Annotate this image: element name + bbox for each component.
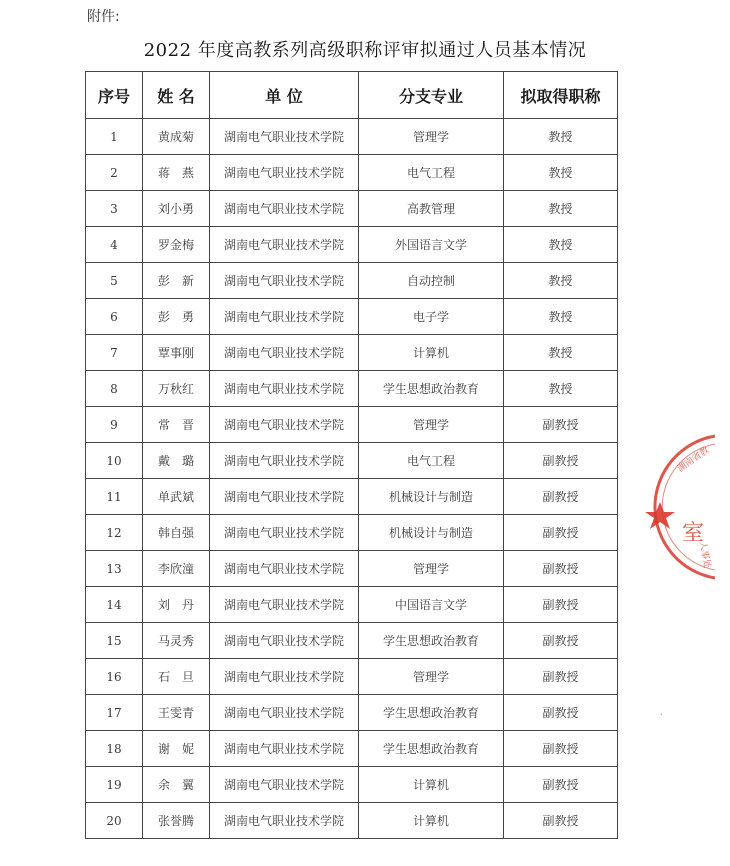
cell-specialty: 中国语言文学 [359,587,504,623]
cell-unit: 湖南电气职业技术学院 [210,299,359,335]
cell-no: 19 [86,767,143,803]
cell-name: 罗金梅 [143,227,210,263]
scan-mark: ˎ [660,706,663,715]
table-body [86,119,618,839]
cell-unit: 湖南电气职业技术学院 [210,335,359,371]
seal-star-icon [645,502,675,529]
cell-specialty: 计算机 [359,335,504,371]
cell-specialty: 高教管理 [359,191,504,227]
cell-specialty: 电气工程 [359,155,504,191]
column-header-no: 序号 [86,72,143,119]
cell-name: 刘 丹 [143,587,210,623]
cell-no: 9 [86,407,143,443]
table-row [86,119,618,155]
table-row [86,299,618,335]
cell-unit: 湖南电气职业技术学院 [210,119,359,155]
cell-title: 副教授 [504,731,618,767]
table-header-row [86,72,618,119]
cell-name: 覃事刚 [143,335,210,371]
cell-title: 教授 [504,335,618,371]
cell-unit: 湖南电气职业技术学院 [210,227,359,263]
cell-title: 副教授 [504,443,618,479]
table-row [86,227,618,263]
official-seal [640,432,730,582]
cell-specialty: 学生思想政治教育 [359,371,504,407]
table-row [86,515,618,551]
cell-specialty: 外国语言文学 [359,227,504,263]
cell-title: 教授 [504,155,618,191]
table-row [86,191,618,227]
cell-title: 教授 [504,299,618,335]
cell-no: 5 [86,263,143,299]
cell-name: 张誉腾 [143,803,210,839]
cell-name: 戴 璐 [143,443,210,479]
cell-no: 12 [86,515,143,551]
cell-unit: 湖南电气职业技术学院 [210,191,359,227]
cell-no: 7 [86,335,143,371]
table-row [86,263,618,299]
cell-unit: 湖南电气职业技术学院 [210,155,359,191]
cell-specialty: 管理学 [359,551,504,587]
cell-specialty: 管理学 [359,407,504,443]
cell-name: 彭 勇 [143,299,210,335]
column-header-unit: 单 位 [210,72,359,119]
cell-title: 副教授 [504,803,618,839]
cell-title: 副教授 [504,695,618,731]
cell-specialty: 学生思想政治教育 [359,731,504,767]
cell-title: 教授 [504,227,618,263]
cell-specialty: 机械设计与制造 [359,515,504,551]
cell-unit: 湖南电气职业技术学院 [210,731,359,767]
cell-specialty: 电气工程 [359,443,504,479]
cell-no: 14 [86,587,143,623]
table-row [86,407,618,443]
column-header-name: 姓 名 [143,72,210,119]
cell-title: 副教授 [504,767,618,803]
cell-title: 教授 [504,263,618,299]
cell-title: 副教授 [504,515,618,551]
cell-no: 15 [86,623,143,659]
cell-name: 单武斌 [143,479,210,515]
cell-specialty: 自动控制 [359,263,504,299]
svg-text:湖南省教: 湖南省教 [675,445,712,475]
cell-name: 谢 妮 [143,731,210,767]
cell-unit: 湖南电气职业技术学院 [210,695,359,731]
cell-specialty: 机械设计与制造 [359,479,504,515]
table-row [86,695,618,731]
cell-title: 副教授 [504,587,618,623]
cell-no: 11 [86,479,143,515]
cell-title: 副教授 [504,623,618,659]
cell-name: 彭 新 [143,263,210,299]
svg-text:人事处: 人事处 [697,540,712,570]
svg-text:室: 室 [682,521,705,546]
cell-unit: 湖南电气职业技术学院 [210,767,359,803]
cell-no: 6 [86,299,143,335]
cell-unit: 湖南电气职业技术学院 [210,659,359,695]
cell-title: 教授 [504,191,618,227]
cell-title: 副教授 [504,659,618,695]
cell-title: 副教授 [504,407,618,443]
cell-unit: 湖南电气职业技术学院 [210,263,359,299]
cell-no: 10 [86,443,143,479]
cell-name: 李欣潼 [143,551,210,587]
cell-specialty: 计算机 [359,767,504,803]
cell-specialty: 电子学 [359,299,504,335]
cell-unit: 湖南电气职业技术学院 [210,551,359,587]
table-row [86,335,618,371]
table-row [86,731,618,767]
cell-name: 万秋红 [143,371,210,407]
cell-name: 余 翼 [143,767,210,803]
cell-name: 黄成菊 [143,119,210,155]
cell-no: 1 [86,119,143,155]
table-row [86,767,618,803]
table-row [86,155,618,191]
cell-specialty: 管理学 [359,659,504,695]
cell-unit: 湖南电气职业技术学院 [210,443,359,479]
cell-name: 王雯青 [143,695,210,731]
cell-unit: 湖南电气职业技术学院 [210,479,359,515]
cell-title: 教授 [504,119,618,155]
table-row [86,443,618,479]
cell-no: 2 [86,155,143,191]
table-row [86,623,618,659]
column-header-specialty: 分支专业 [359,72,504,119]
cell-no: 3 [86,191,143,227]
cell-unit: 湖南电气职业技术学院 [210,407,359,443]
cell-unit: 湖南电气职业技术学院 [210,587,359,623]
cell-title: 教授 [504,371,618,407]
cell-title: 副教授 [504,551,618,587]
table-row [86,479,618,515]
cell-no: 16 [86,659,143,695]
cell-no: 18 [86,731,143,767]
cell-name: 石 旦 [143,659,210,695]
cell-name: 常 晋 [143,407,210,443]
column-header-title: 拟取得职称 [504,72,618,119]
table-row [86,659,618,695]
cell-unit: 湖南电气职业技术学院 [210,623,359,659]
cell-name: 韩自强 [143,515,210,551]
cell-no: 20 [86,803,143,839]
page-title: 2022 年度高教系列高级职称评审拟通过人员基本情况 [143,40,587,61]
cell-name: 马灵秀 [143,623,210,659]
personnel-table [85,71,618,839]
cell-specialty: 计算机 [359,803,504,839]
seal-stamp-graphic [645,436,715,578]
cell-no: 13 [86,551,143,587]
cell-unit: 湖南电气职业技术学院 [210,515,359,551]
cell-unit: 湖南电气职业技术学院 [210,803,359,839]
cell-title: 副教授 [504,479,618,515]
table-row [86,551,618,587]
attachment-label: 附件: [87,9,120,25]
cell-specialty: 管理学 [359,119,504,155]
cell-specialty: 学生思想政治教育 [359,695,504,731]
cell-no: 8 [86,371,143,407]
cell-name: 蒋 燕 [143,155,210,191]
cell-unit: 湖南电气职业技术学院 [210,371,359,407]
table-row [86,371,618,407]
cell-specialty: 学生思想政治教育 [359,623,504,659]
cell-no: 17 [86,695,143,731]
cell-no: 4 [86,227,143,263]
table-row [86,587,618,623]
cell-name: 刘小勇 [143,191,210,227]
table-row [86,803,618,839]
